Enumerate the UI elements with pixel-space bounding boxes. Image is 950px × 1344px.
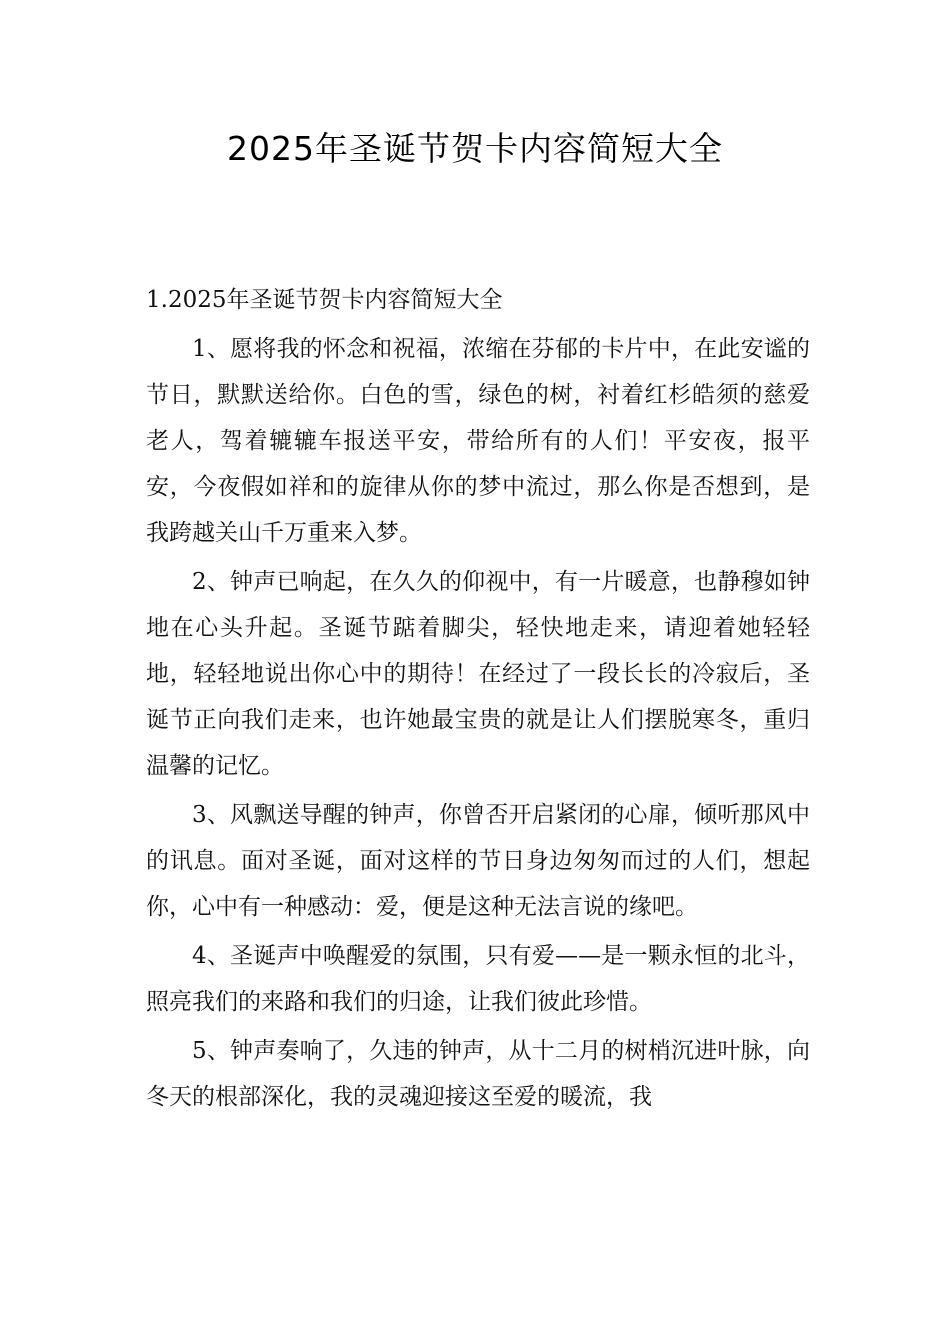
- paragraph-1: 1、愿将我的怀念和祝福，浓缩在芬郁的卡片中，在此安谧的节日，默默送给你。白色的雪，绿色的树，衬着红杉皓须的慈爱老人，驾着辘辘车报送平安，带给所有的人们！平安夜，报平安，今夜假如祥和的旋律从你的梦中流过，那么你是否想到，是我跨越关山千万重来入梦。: [146, 336, 810, 546]
- document-title: 2025年圣诞节贺卡内容简短大全: [227, 129, 723, 168]
- paragraph-3: 3、风飘送导醒的钟声，你曾否开启紧闭的心扉，倾听那风中的讯息。面对圣诞，面对这样的节日身边匆匆而过的人们，想起你，心中有一种感动：爱，便是这种无法言说的缘吧。: [146, 802, 810, 920]
- paragraph-5: 5、钟声奏响了，久违的钟声，从十二月的树梢沉进叶脉，向冬天的根部深化，我的灵魂迎接这至爱的暖流，我: [146, 1038, 810, 1110]
- paragraph-4: 4、圣诞声中唤醒爱的氛围，只有爱——是一颗永恒的北斗，照亮我们的来路和我们的归途，让我们彼此珍惜。: [146, 943, 810, 1015]
- document-body: [146, 277, 810, 1123]
- paragraph-2: 2、钟声已响起，在久久的仰视中，有一片暖意，也静穆如钟地在心头升起。圣诞节踮着脚尖，轻快地走来，请迎着她轻轻地，轻轻地说出你心中的期待！在经过了一段长长的冷寂后，圣诞节正向我们走来，也许她最宝贵的就是让人们摆脱寒冬，重归温馨的记忆。: [146, 569, 810, 779]
- section-heading: 1.2025年圣诞节贺卡内容简短大全: [146, 287, 503, 313]
